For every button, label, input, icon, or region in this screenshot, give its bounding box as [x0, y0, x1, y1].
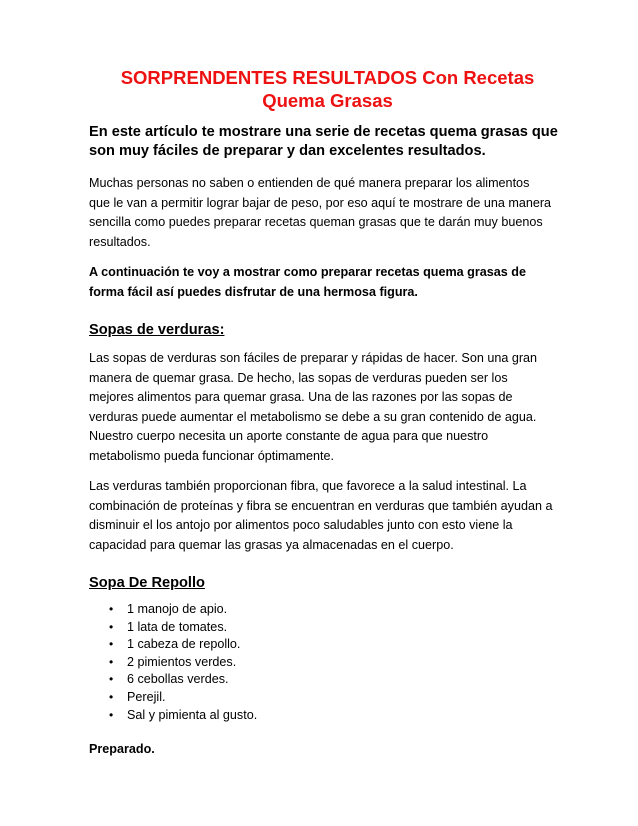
section-1-paragraph-1 — [89, 349, 566, 466]
list-item — [109, 689, 566, 707]
intro-line-1: En este artículo te mostrare una serie de recetas quema grasas que — [89, 124, 558, 140]
paragraph-1-line-1: Muchas personas no saben o entienden de qué manera preparar los alimentos — [89, 176, 530, 190]
section-1-paragraph-2-line-3: disminuir el los antojo por alimentos poco saludables junto con esto viene la — [89, 518, 513, 532]
ingredient-text: 1 cabeza de repollo. — [127, 637, 241, 652]
ingredient-text: 2 pimientos verdes. — [127, 654, 237, 669]
section-1-paragraph-1-line-6: metabolismo pueda funcionar óptimamente. — [89, 448, 335, 463]
list-item — [109, 619, 566, 637]
ingredient-text: Perejil. — [127, 689, 166, 704]
section-1-paragraph-2-line-2: combinación de proteínas y fibra se encuentran en verduras que también ayudan a — [89, 498, 553, 513]
intro-line-2: son muy fáciles de preparar y dan excelentes resultados. — [89, 143, 486, 159]
section-1-paragraph-1-line-2: manera de quemar grasa. De hecho, las sopas de verduras pueden ser los — [89, 370, 508, 385]
body-paragraph-1 — [89, 174, 566, 252]
section-1-paragraph-2-line-1: Las verduras también proporcionan fibra, que favorece a la salud intestinal. La — [89, 479, 527, 493]
bullet-icon: • — [109, 619, 114, 634]
paragraph-1-line-2: que le van a permitir lograr bajar de peso, por eso aquí te mostrare de una manera — [89, 195, 552, 210]
bullet-icon: • — [109, 689, 114, 704]
bullet-icon: • — [109, 637, 114, 652]
list-item — [109, 654, 566, 672]
section-1-paragraph-1-line-3: mejores alimentos para quemar grasa. Una de las razones por las sopas de — [89, 390, 513, 404]
paragraph-2-line-1: A continuación te voy a mostrar como preparar recetas quema grasas de — [89, 265, 526, 279]
paragraph-1-line-4: resultados. — [89, 234, 151, 249]
bullet-icon: • — [109, 654, 114, 669]
page-title-line-1: SORPRENDENTES RESULTADOS Con Recetas — [120, 67, 535, 88]
section-1-paragraph-1-line-4: verduras puede aumentar el metabolismo se debe a su gran contenido de agua. — [89, 409, 537, 424]
bullet-icon: • — [109, 672, 114, 687]
page-title — [89, 66, 566, 112]
page-title-line-2: Quema Grasas — [262, 90, 393, 111]
paragraph-1-line-3: sencilla como puedes preparar recetas queman grasas que te darán muy buenos — [89, 215, 543, 229]
ingredient-text: Sal y pimienta al gusto. — [127, 707, 258, 722]
ingredient-text: 6 cebollas verdes. — [127, 672, 229, 687]
section-heading-sopa-de-repollo: Sopa De Repollo — [89, 575, 205, 591]
paragraph-2-line-2: forma fácil así puedes disfrutar de una hermosa figura. — [89, 284, 418, 299]
section-1-paragraph-1-line-5: Nuestro cuerpo necesita un aporte constante de agua para que nuestro — [89, 429, 489, 443]
subheading-preparado: Preparado. — [89, 742, 155, 757]
list-item — [109, 671, 566, 689]
bullet-icon: • — [109, 707, 114, 722]
list-item — [109, 636, 566, 654]
list-item — [109, 601, 566, 619]
ingredient-text: 1 manojo de apio. — [127, 602, 228, 616]
section-heading-sopas-de-verduras: Sopas de verduras: — [89, 322, 225, 338]
section-1-paragraph-1-line-1: Las sopas de verduras son fáciles de preparar y rápidas de hacer. Son una gran — [89, 351, 538, 365]
section-1-paragraph-2 — [89, 477, 566, 555]
bullet-icon: • — [109, 602, 114, 616]
body-paragraph-2 — [89, 263, 566, 302]
ingredients-list — [89, 601, 566, 724]
intro-paragraph — [89, 123, 566, 161]
ingredient-text: 1 lata de tomates. — [127, 619, 228, 634]
list-item — [109, 707, 566, 725]
section-1-paragraph-2-line-4: capacidad para quemar las grasas ya almacenadas en el cuerpo. — [89, 537, 454, 552]
